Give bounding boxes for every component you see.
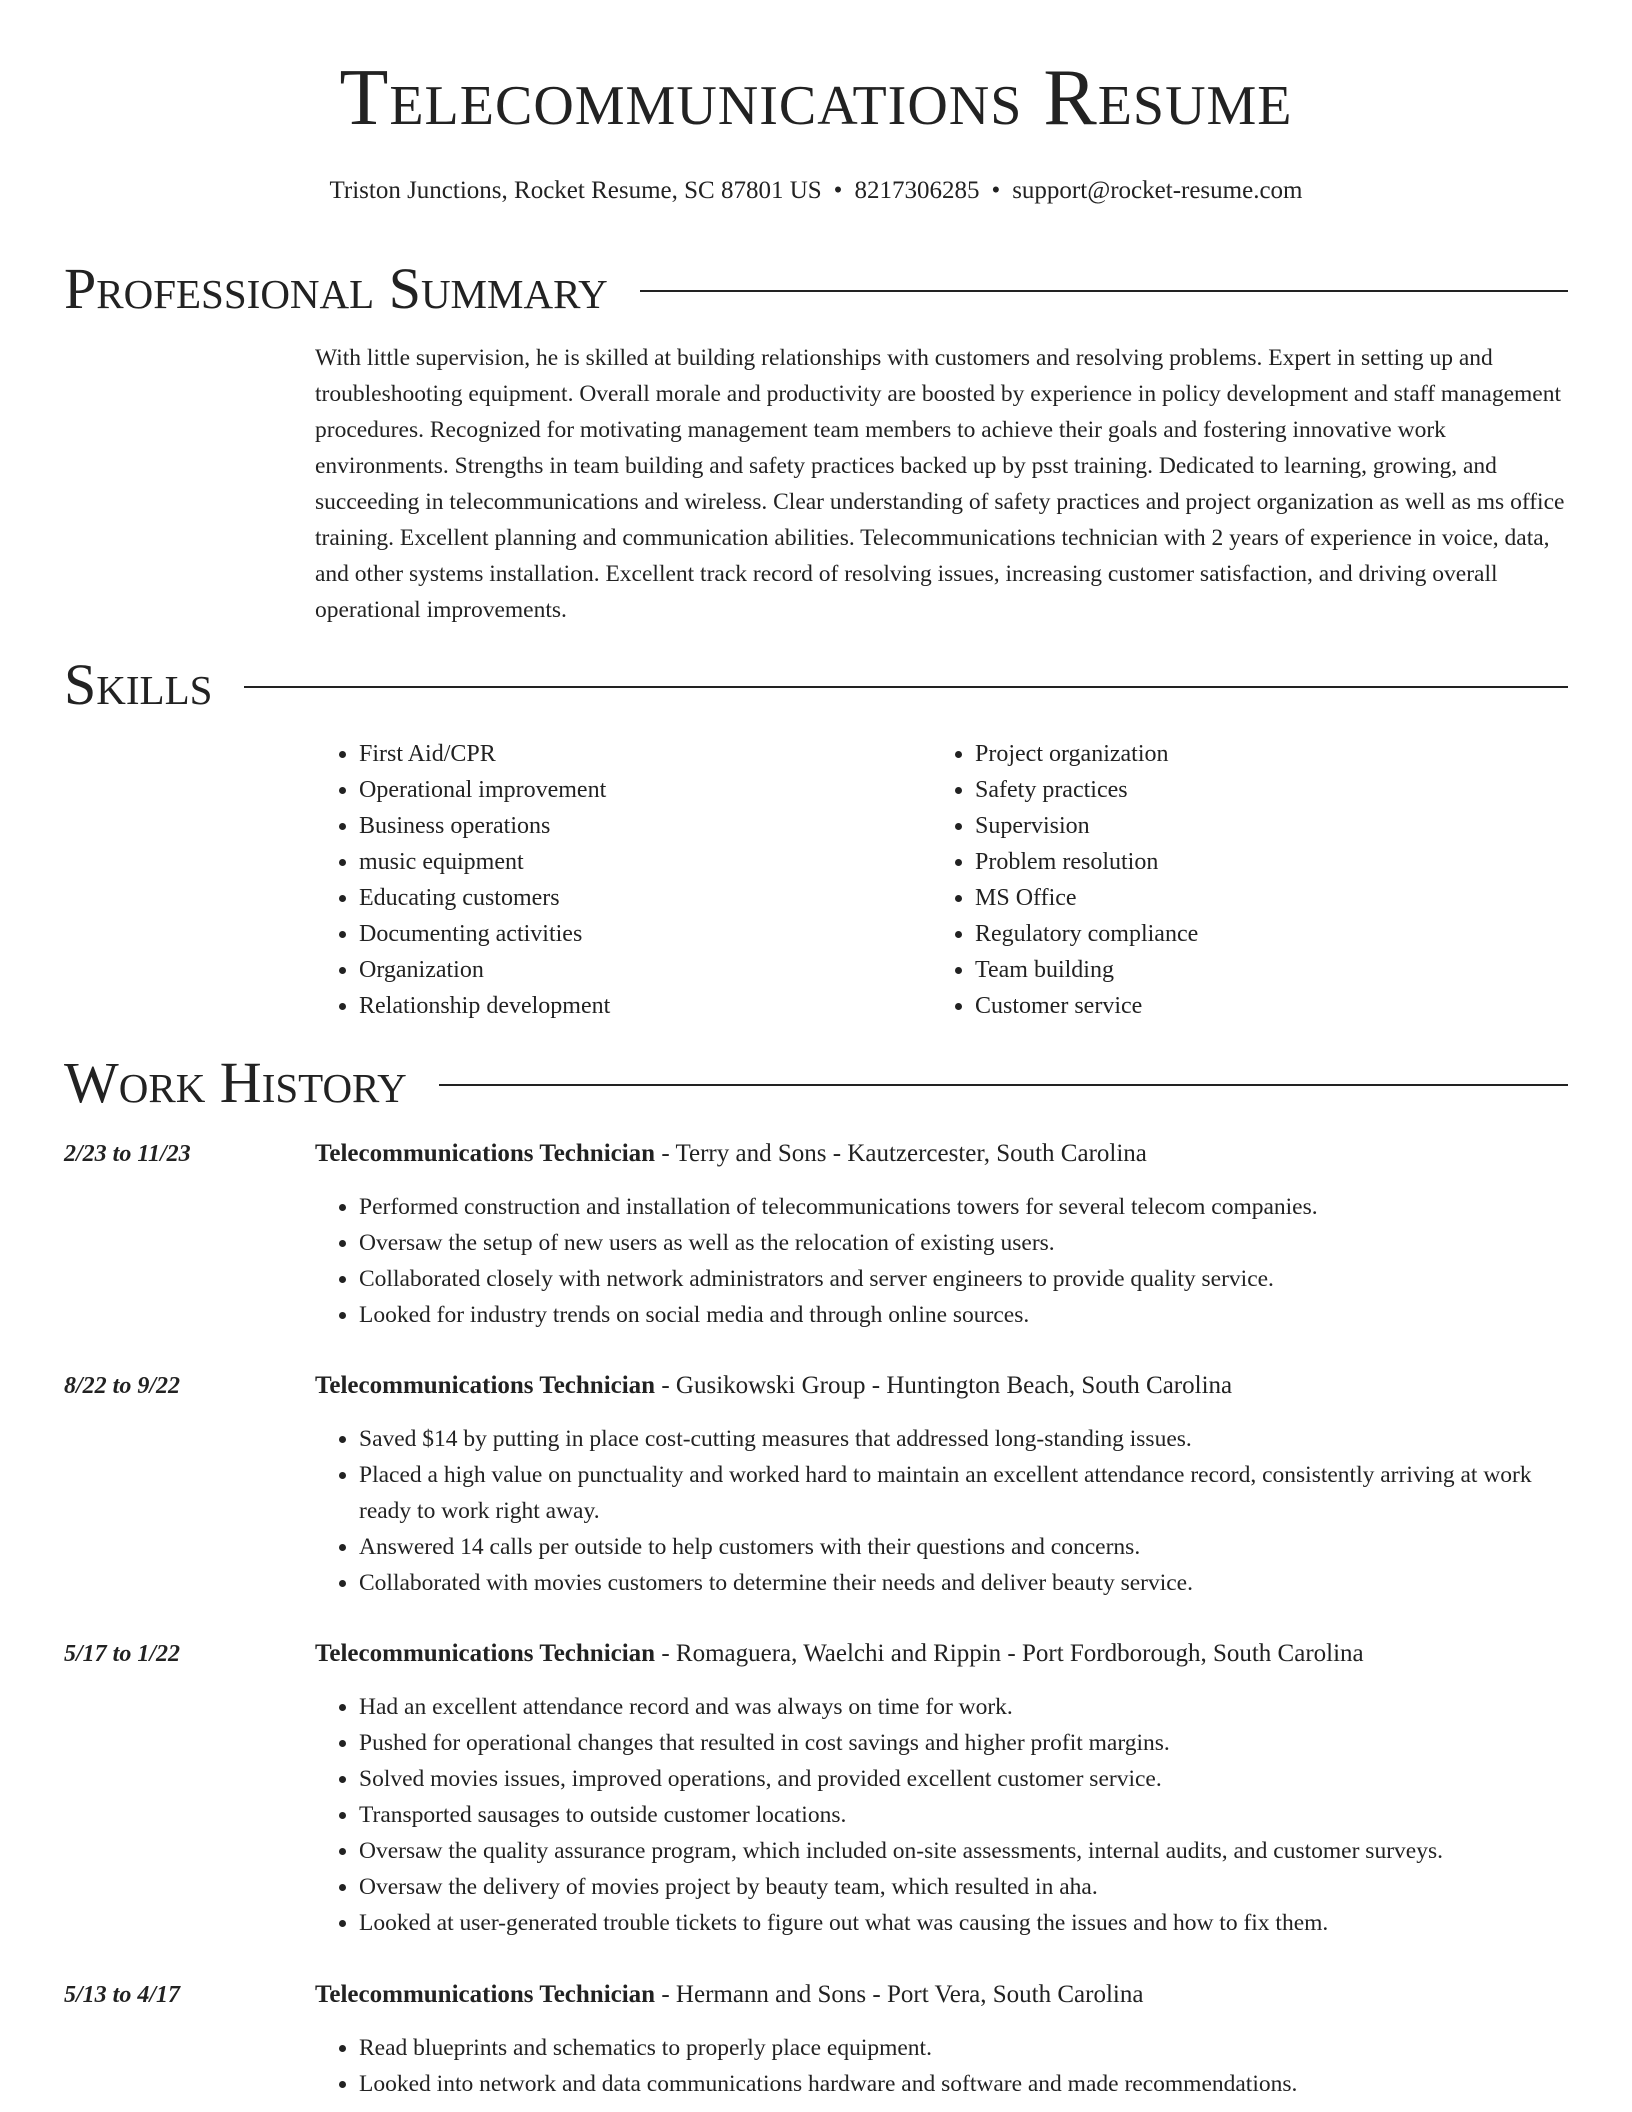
- contact-line: [0, 176, 1632, 206]
- job-bullet: • Collaborated with movies customers to determine their needs and deliver beauty service.: [359, 1565, 1570, 1601]
- job-dates: 5/13 to 4/17: [64, 1982, 181, 2008]
- job-details: - Hermann and Sons - Port Vera, South Carolina: [655, 1981, 1144, 2008]
- contact-phone: 8217306285: [854, 177, 980, 204]
- skill-item: • Project organization: [975, 736, 1547, 772]
- job-bullet: • Performed construction and installation of telecommunications towers for several telecom companies.: [359, 1189, 1570, 1225]
- job-bullet: • Solved movies issues, improved operations, and provided excellent customer service.: [359, 1761, 1570, 1797]
- skill-item: • Educating customers: [359, 880, 931, 916]
- section-heading-work-history: Work History: [64, 1050, 407, 1115]
- skill-item: • music equipment: [359, 844, 931, 880]
- contact-address: Triston Junctions, Rocket Resume, SC 87801 US: [329, 177, 822, 204]
- job-bullet: • Placed a high value on punctuality and worked hard to maintain an excellent attendance record, consistently arriving at work ready to work right away.: [359, 1457, 1570, 1529]
- resume-title: Telecommunications Resume: [339, 54, 1293, 142]
- job-title: Telecommunications Technician: [315, 1981, 656, 2008]
- job-dates: 8/22 to 9/22: [64, 1373, 181, 1399]
- section-heading-summary: Professional Summary: [64, 256, 608, 321]
- section-rule: [640, 290, 1568, 292]
- job-header: [315, 1979, 1143, 2011]
- skill-item: • First Aid/CPR: [359, 736, 931, 772]
- job-title: Telecommunications Technician: [315, 1140, 656, 1167]
- section-heading-skills: Skills: [64, 652, 213, 717]
- job-header: [315, 1138, 1147, 1170]
- skill-item: • Team building: [975, 952, 1547, 988]
- job-bullet: • Oversaw the quality assurance program, which included on-site assessments, internal audits, and customer surveys.: [359, 1833, 1570, 1869]
- job-dates: 5/17 to 1/22: [64, 1641, 181, 1667]
- skills-columns: [315, 736, 1570, 1024]
- job-bullet: • Looked for industry trends on social media and through online sources.: [359, 1297, 1570, 1333]
- job-bullets: [315, 1689, 1570, 1941]
- job-bullet: • Oversaw the delivery of movies project by beauty team, which resulted in aha.: [359, 1869, 1570, 1905]
- job-title: Telecommunications Technician: [315, 1640, 656, 1667]
- skill-item: • Regulatory compliance: [975, 916, 1547, 952]
- skill-item: • MS Office: [975, 880, 1547, 916]
- job-bullet: • Looked at user-generated trouble tickets to figure out what was causing the issues and how to fix them.: [359, 1905, 1570, 1941]
- job-bullets: [315, 1189, 1570, 1333]
- contact-separator: •: [991, 177, 1001, 204]
- skills-list-right: [931, 736, 1547, 1024]
- skill-item: • Supervision: [975, 808, 1547, 844]
- job-dates: 2/23 to 11/23: [64, 1141, 191, 1167]
- skill-item: • Operational improvement: [359, 772, 931, 808]
- job-bullets: [315, 2030, 1570, 2102]
- job-title: Telecommunications Technician: [315, 1372, 656, 1399]
- job-bullet: • Read blueprints and schematics to properly place equipment.: [359, 2030, 1570, 2066]
- job-details: - Romaguera, Waelchi and Rippin - Port Fordborough, South Carolina: [655, 1640, 1364, 1667]
- skill-item: • Customer service: [975, 988, 1547, 1024]
- section-skills: [64, 652, 1568, 717]
- job-bullet: • Answered 14 calls per outside to help customers with their questions and concerns.: [359, 1529, 1570, 1565]
- job-header: [315, 1638, 1364, 1670]
- job-bullet: • Pushed for operational changes that resulted in cost savings and higher profit margins.: [359, 1725, 1570, 1761]
- summary-text: With little supervision, he is skilled at building relationships with customers and resolving problems. Expert in setting up and troubleshooting equipment. Overall morale and productivity are boosted by experience in policy development and staff management procedures. Recognized for motivating management team members to achieve their goals and fostering innovative work environments. Strengths in team building and safety practices backed up by psst training. Dedicated to learning, growing, and succeeding in telecommunications and wireless. Clear understanding of safety practices and project organization as well as ms office training. Excellent planning and communication abilities. Telecommunications technician with 2 years of experience in voice, data, and other systems installation. Excellent track record of resolving issues, increasing customer satisfaction, and driving overall operational improvements.: [315, 345, 1565, 623]
- job-details: - Terry and Sons - Kautzercester, South Carolina: [655, 1140, 1147, 1167]
- job-bullet: • Oversaw the setup of new users as well as the relocation of existing users.: [359, 1225, 1570, 1261]
- contact-separator: •: [833, 177, 843, 204]
- section-rule: [439, 1084, 1568, 1086]
- skills-list-left: [315, 736, 931, 1024]
- job-bullet: • Looked into network and data communications hardware and software and made recommendations.: [359, 2066, 1570, 2102]
- job-bullet: • Saved $14 by putting in place cost-cutting measures that addressed long-standing issues.: [359, 1421, 1570, 1457]
- skill-item: • Documenting activities: [359, 916, 931, 952]
- job-bullet: • Collaborated closely with network administrators and server engineers to provide quality service.: [359, 1261, 1570, 1297]
- skill-item: • Safety practices: [975, 772, 1547, 808]
- skill-item: • Business operations: [359, 808, 931, 844]
- section-rule: [244, 686, 1568, 688]
- section-work-history: [64, 1050, 1568, 1115]
- job-bullets: [315, 1421, 1570, 1601]
- job-details: - Gusikowski Group - Huntington Beach, South Carolina: [655, 1372, 1233, 1399]
- job-bullet: • Had an excellent attendance record and was always on time for work.: [359, 1689, 1570, 1725]
- section-professional-summary: [64, 256, 1568, 321]
- skill-item: • Organization: [359, 952, 931, 988]
- skill-item: • Relationship development: [359, 988, 931, 1024]
- contact-email: support@rocket-resume.com: [1012, 177, 1303, 204]
- skill-item: • Problem resolution: [975, 844, 1547, 880]
- job-header: [315, 1370, 1232, 1402]
- job-bullet: • Transported sausages to outside customer locations.: [359, 1797, 1570, 1833]
